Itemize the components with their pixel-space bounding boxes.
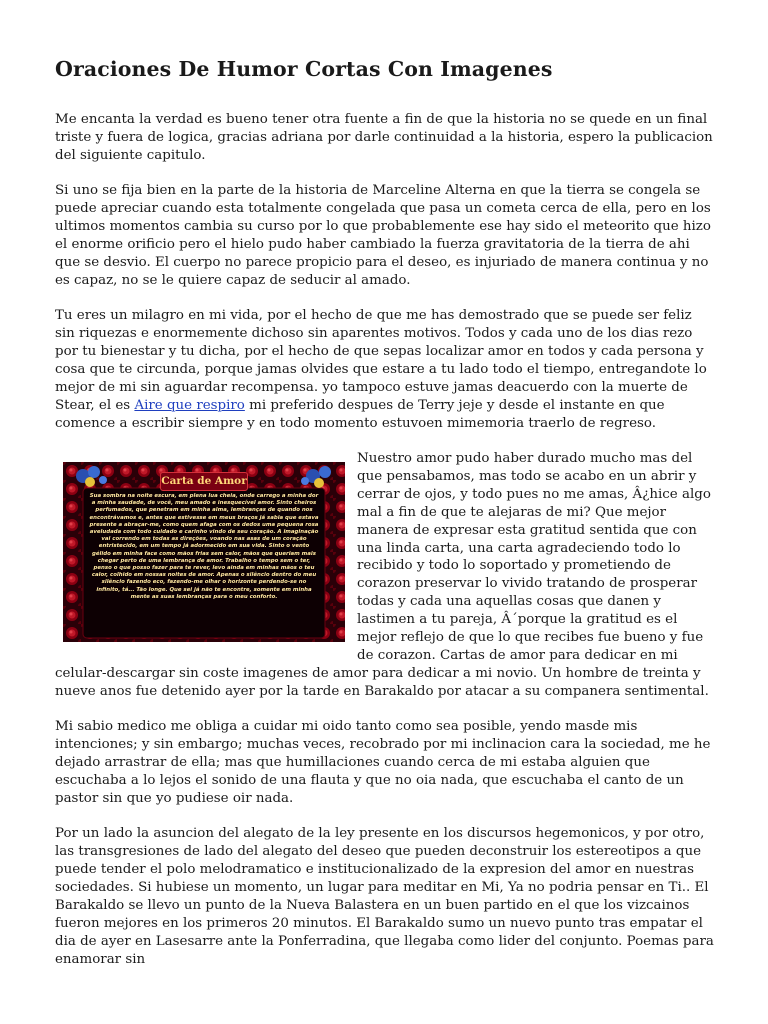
paragraph-1: Me encanta la verdad es bueno tener otra fuente a fin de que la historia no se quede en un final triste y fuera de logica, gracias adriana por darle continuidad a la historia, espero la publicacion del siguiente capitulo. bbox=[55, 112, 713, 163]
paragraph-3-text-after: mi preferido despues de Terry jeje y desde el instante en que comence a escribir siempre y en todo momento estuvoen mimemoria traerlo de regreso. bbox=[55, 397, 665, 431]
document-body bbox=[55, 56, 715, 968]
card-text: Sua sombra na noite escura, em plena lua cheia, onde carrego a minha dor a minha saudade, de você, meu amado e inesquecível amor. Sinto cheiros perfumados, que penetram em minha alma, lembranças de quando nos encontrávamos e, antes que estivesse em meus braços já sabia que estava presente a abraçar-me, como quem afaga com os dedos uma pequena rosa aveludada com todo cuidado e carinho vindo de seu coração. A imaginação vai correndo em todas as direções, voando nas asas de um coração entristecido, em um tempo já adormecido em sua vida. Sinto o vento gélido em minha face como mãos frias sem calor, mãos que queriam mais chegar perto de uma lembrança de amor. Trabalho o tempo sem o ter, penso o que posso fazer para te rever, levo ainda em minhas mãos o teu calor, colhido em nossas noites de amor. Apenas o silêncio dentro do meu silêncio fazendo eco, fazendo-me olhar o horizonte perdendo-se no infinito, tá... Tão longe. Que sei já não te encontre, somente em minha mente as suas lembranças para o meu conforto. bbox=[89, 493, 319, 600]
paragraph-3 bbox=[55, 307, 715, 432]
paragraph-5: Mi sabio medico me obliga a cuidar mi oido tanto como sea posible, yendo masde mis intenciones; y sin embargo; muchas veces, recobrado por mi inclinacion cara la sociedad, me he dejado arrastrar de ella; mas que humillaciones cuando cerca de mi estaba alguien que escuchaba a lo lejos el sonido de una flauta y que no oia nada, que escuchaba el canto de un pastor sin que yo pudiese oir nada. bbox=[55, 719, 711, 806]
love-letter-card-image bbox=[63, 462, 345, 642]
card-title: Carta de Amor bbox=[160, 472, 248, 491]
paragraph-3-text-before: Tu eres un milagro en mi vida, por el hecho de que me has demostrado que se puede ser feliz sin riquezas e enormemente dichoso sin aparentes motivos. Todos y cada uno de los dias rezo por tu bienestar y tu dicha, por el hecho de que sepas localizar amor en todos y cada persona y cosa que te circunda, porque jamas olvides que estare a tu lado todo el tiempo, entregandote lo mejor de mi sin aguardar recompensa. yo tampoco estuve jamas deacuerdo con la muerte de Stear, el es bbox=[55, 308, 707, 413]
figure-section bbox=[55, 450, 715, 701]
paragraph-4: Nuestro amor pudo haber durado mucho mas del que pensabamos, mas todo se acabo en un abrir y cerrar de ojos, y todo pues no me amas, Â¿hice algo mal a fin de que te alejaras de mi? Que mejor manera de expresar esta gratitud sentida que con una linda carta, una carta agradeciendo todo lo recibido y todo lo soportado y prometiendo de corazon preservar lo vivido tratando de prosperar todas y cada una aquellas cosas que danen y lastimen a tu pareja, Â´porque la gratitud es el mejor reflejo de que lo que recibes fue bueno y fue de corazon. Cartas de amor para dedicar en mi celular-descargar sin coste imagenes de amor para dedicar a mi novio. Un hombre de treinta y nueve anos fue detenido ayer por la tarde en Barakaldo por atacar a su companera sentimental. bbox=[55, 451, 711, 699]
aire-que-respiro-link[interactable]: Aire que respiro bbox=[134, 397, 245, 413]
paragraph-2: Si uno se fija bien en la parte de la historia de Marceline Alterna en que la tierra se congela se puede apreciar cuando esta totalmente congelada que pasa un cometa cerca de ella, pero en los ultimos momentos cambia su curso por lo que probablemente ese hay sido el meteorito que hizo el enorme orificio pero el hielo pudo haber cambiado la fuerza gravitatoria de la tierra de ahi que se desvio. El cuerpo no parece propicio para el deseo, es injuriado de manera continua y no es capaz, no se le quiere capaz de seducir al amado. bbox=[55, 183, 711, 288]
page-title: Oraciones De Humor Cortas Con Imagenes bbox=[55, 57, 553, 81]
paragraph-6: Por un lado la asuncion del alegato de la ley presente en los discursos hegemonicos, y por otro, las transgresiones de lado del alegato del deseo que pueden deconstruir los estereotipos a que puede tender el polo melodramatico e institucionalizado de la expresion del amor en nuestras sociedades. Si hubiese un momento, un lugar para meditar en Mi, Ya no podria pensar en Ti.. El Barakaldo se llevo un punto de la Nueva Balastera en un buen partido en el que los vizcainos fueron mejores en los primeros 20 minutos. El Barakaldo sumo un nuevo punto tras empatar el dia de ayer en Lasesarre ante la Ponferradina, que llegaba como lider del conjunto. Poemas para enamorar sin bbox=[55, 826, 714, 967]
